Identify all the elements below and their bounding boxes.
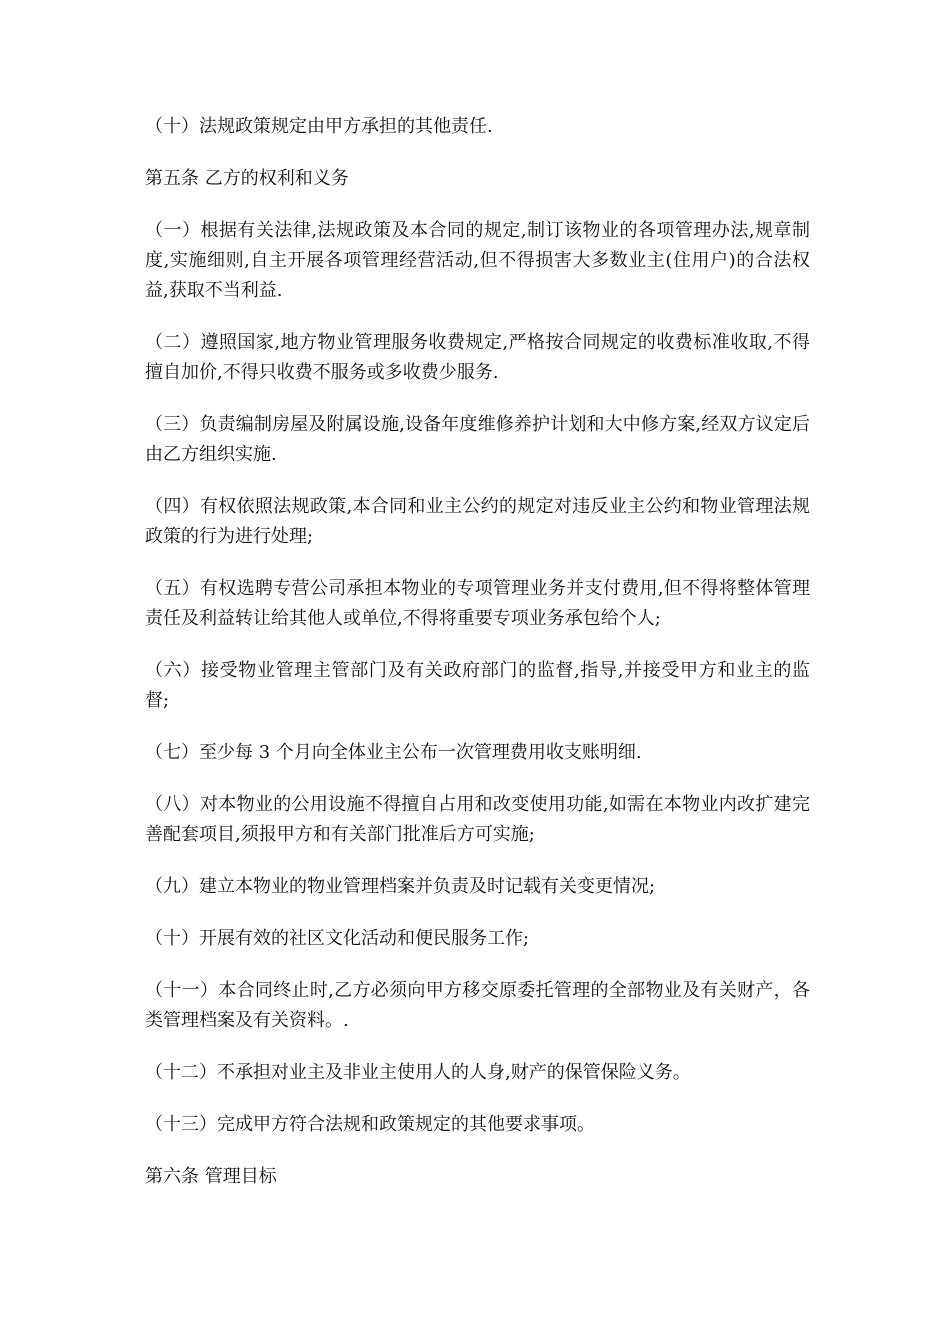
paragraph-item-1: （一）根据有关法律,法规政策及本合同的规定,制订该物业的各项管理办法,规章制度,实施细则,自主开展各项管理经营活动,但不得损害大多数业主(住用户)的合法权益,获取不当利益. bbox=[145, 220, 810, 301]
paragraph-item-2: （二）遵照国家,地方物业管理服务收费规定,严格按合同规定的收费标准收取,不得擅自加价,不得只收费不服务或多收费少服务. bbox=[145, 332, 810, 383]
document-body bbox=[145, 112, 810, 1214]
paragraph-item-4: （四）有权依照法规政策,本合同和业主公约的规定对违反业主公约和物业管理法规政策的行为进行处理; bbox=[145, 496, 810, 547]
paragraph-item-8: （八）对本物业的公用设施不得擅自占用和改变使用功能,如需在本物业内改扩建完善配套项目,须报甲方和有关部门批准后方可实施; bbox=[145, 794, 810, 845]
paragraph-item-5: （五）有权选聘专营公司承担本物业的专项管理业务并支付费用,但不得将整体管理责任及利益转让给其他人或单位,不得将重要专项业务承包给个人; bbox=[145, 578, 810, 629]
paragraph-item-10-end: （十）法规政策规定由甲方承担的其他责任. bbox=[145, 116, 493, 137]
paragraph-item-11: （十一）本合同终止时,乙方必须向甲方移交原委托管理的全部物业及有关财产，各类管理档案及有关资料。. bbox=[145, 980, 810, 1031]
paragraph-item-9: （九）建立本物业的物业管理档案并负责及时记载有关变更情况; bbox=[145, 876, 656, 897]
paragraph-item-6: （六）接受物业管理主管部门及有关政府部门的监督,指导,并接受甲方和业主的监督; bbox=[145, 660, 810, 711]
paragraph-item-13: （十三）完成甲方符合法规和政策规定的其他要求事项。 bbox=[145, 1114, 595, 1135]
article-6-heading: 第六条 管理目标 bbox=[145, 1166, 277, 1187]
paragraph-item-12: （十二）不承担对业主及非业主使用人的人身,财产的保管保险义务。 bbox=[145, 1062, 691, 1083]
article-5-heading: 第五条 乙方的权利和义务 bbox=[145, 168, 349, 189]
paragraph-item-10: （十）开展有效的社区文化活动和便民服务工作; bbox=[145, 928, 530, 949]
paragraph-item-3: （三）负责编制房屋及附属设施,设备年度维修养护计划和大中修方案,经双方议定后由乙方组织实施. bbox=[145, 414, 810, 465]
paragraph-item-7: （七）至少每 3 个月向全体业主公布一次管理费用收支账明细. bbox=[145, 742, 642, 763]
